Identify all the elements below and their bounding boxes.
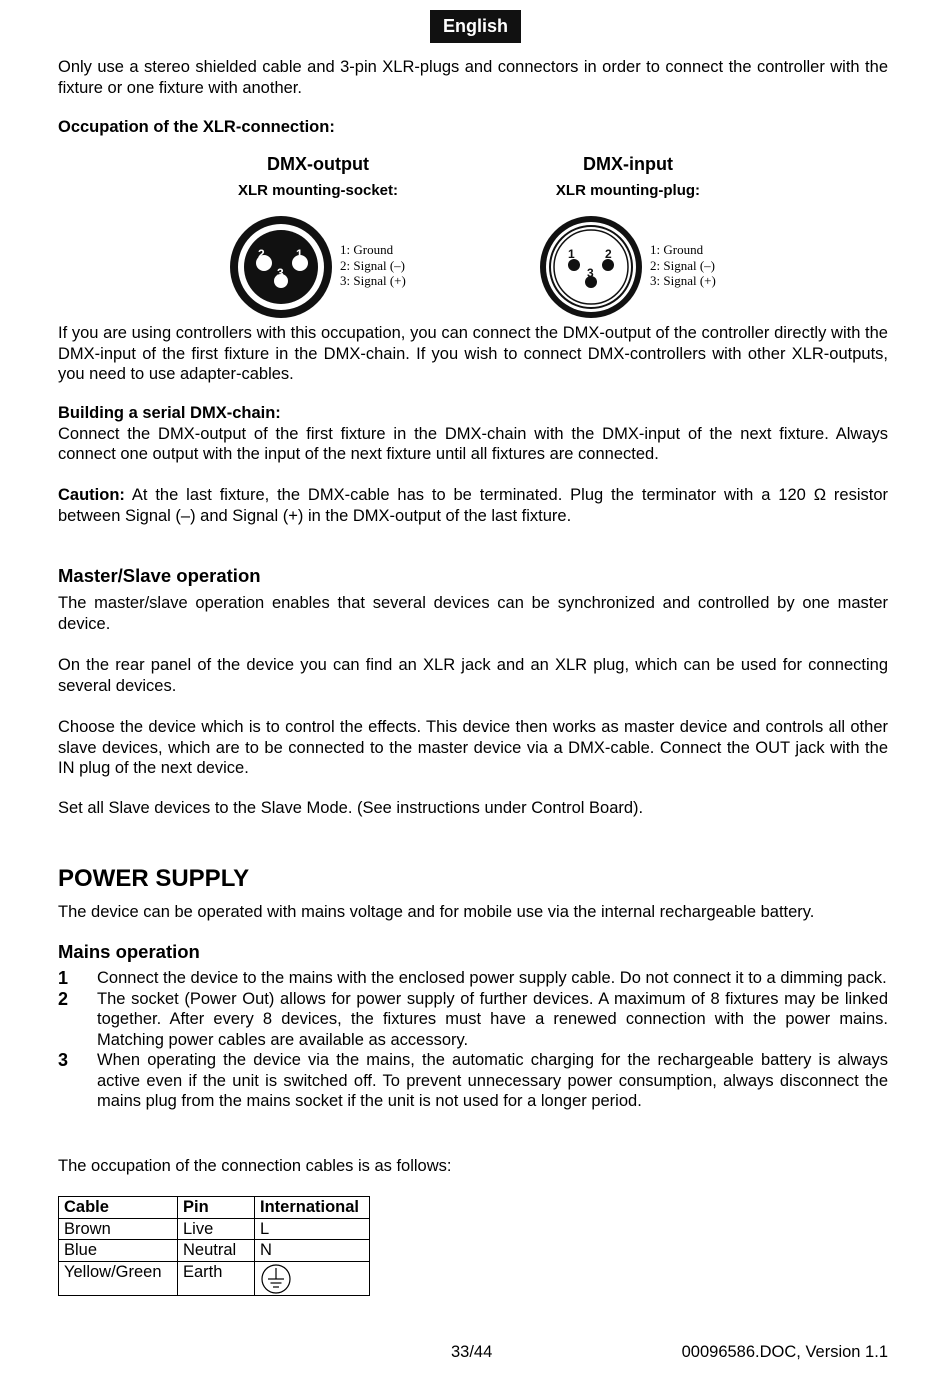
table-cell: Earth — [178, 1261, 255, 1295]
xlr-input-legend — [650, 242, 716, 289]
table-cell — [255, 1261, 370, 1295]
table-header-cell: Pin — [178, 1197, 255, 1219]
xlr-socket-icon — [228, 214, 334, 320]
legend-line: 1: Ground — [340, 242, 394, 257]
legend-line: 3: Signal (+) — [340, 273, 406, 288]
power-supply-heading: POWER SUPPLY — [58, 865, 250, 892]
step-text: When operating the device via the mains, the automatic charging for the rechargeable battery is always active even if the unit is switched off. To prevent unnecessary power consumption, always disconnect the mains plug from the mains socket if the unit is not used for a longer period. — [97, 1051, 888, 1110]
legend-line: 3: Signal (+) — [650, 273, 716, 288]
serial-chain-heading: Building a serial DMX-chain: — [58, 404, 281, 422]
mains-steps-list — [58, 968, 888, 1112]
step-number: 3 — [58, 1050, 69, 1070]
table-header-cell: International — [255, 1197, 370, 1219]
step-text: The socket (Power Out) allows for power supply of further devices. A maximum of 8 fixtures may be linked together. After every 8 devices, the fixtures must have a renewed connection with the power mains. Matching power cables are available as accessory. — [97, 989, 888, 1049]
step-number: 1 — [58, 968, 69, 988]
legend-line: 2: Signal (–) — [650, 257, 715, 273]
table-cell: Brown — [59, 1218, 178, 1240]
list-item — [58, 1050, 888, 1112]
table-row — [59, 1240, 370, 1262]
master-slave-heading: Master/Slave operation — [58, 565, 261, 586]
mains-operation-heading: Mains operation — [58, 941, 200, 962]
table-cell: N — [255, 1240, 370, 1262]
document-id: 00096586.DOC, Version 1.1 — [681, 1343, 888, 1361]
master-slave-p2: On the rear panel of the device you can find an XLR jack and an XLR plug, which can be used for connecting several devices. — [58, 656, 888, 695]
intro-paragraph: Only use a stereo shielded cable and 3-pin XLR-plugs and connectors in order to connect the controller with the fixture or one fixture with another. — [58, 58, 888, 97]
socket-pin-label: 3 — [277, 266, 284, 280]
xlr-output-subtitle: XLR mounting-socket: — [238, 182, 398, 199]
socket-pin-label: 2 — [258, 247, 265, 261]
legend-line: 2: Signal (–) — [340, 257, 405, 273]
language-badge: English — [430, 10, 521, 43]
table-row — [59, 1218, 370, 1240]
table-header-row — [59, 1197, 370, 1219]
table-cell: L — [255, 1218, 370, 1240]
xlr-output-header — [218, 153, 418, 201]
plug-pin-label: 1 — [568, 247, 575, 261]
serial-chain-text: Connect the DMX-output of the first fixture in the DMX-chain with the DMX-input of the next fixture. Always connect one output with the input of the next fixture until all fixtures are connected. — [58, 424, 888, 463]
list-item — [58, 989, 888, 1051]
table-row — [59, 1261, 370, 1295]
cable-occupation-table — [58, 1196, 370, 1296]
occupation-heading: Occupation of the XLR-connection: — [58, 118, 335, 136]
list-item — [58, 968, 888, 989]
table-cell: Blue — [59, 1240, 178, 1262]
step-number: 2 — [58, 988, 69, 1009]
xlr-input-subtitle: XLR mounting-plug: — [555, 182, 701, 199]
plug-pin-label: 3 — [587, 266, 594, 280]
caution-paragraph — [58, 485, 888, 526]
earth-ground-icon — [260, 1263, 292, 1295]
master-slave-p3: Choose the device which is to control the effects. This device then works as master device and controls all other slave devices, which are to be connected to the master device via a DMX-cable. Connect the OUT jack with the IN plug of the next device. — [58, 718, 888, 777]
power-supply-text: The device can be operated with mains voltage and for mobile use via the internal rechargeable battery. — [58, 903, 815, 921]
master-slave-p4: Set all Slave devices to the Slave Mode. (See instructions under Control Board). — [58, 799, 644, 817]
xlr-output-legend — [340, 242, 406, 289]
xlr-output-title: DMX-output — [267, 154, 369, 174]
xlr-input-header — [528, 153, 728, 201]
xlr-input-title: DMX-input — [583, 154, 673, 174]
legend-line: 1: Ground — [650, 242, 704, 257]
step-text: Connect the device to the mains with the enclosed power supply cable. Do not connect it to a dimming pack. — [97, 969, 887, 987]
caution-label: Caution: — [58, 486, 125, 504]
plug-pin-label: 2 — [605, 247, 612, 261]
table-cell: Live — [178, 1218, 255, 1240]
xlr-plug-icon — [538, 214, 644, 320]
table-cell: Yellow/Green — [59, 1261, 178, 1295]
socket-pin-label: 1 — [296, 247, 303, 261]
table-header-cell: Cable — [59, 1197, 178, 1219]
cables-intro: The occupation of the connection cables is as follows: — [58, 1157, 452, 1175]
page-number: 33/44 — [451, 1343, 493, 1361]
serial-chain-section — [58, 403, 888, 465]
table-cell: Neutral — [178, 1240, 255, 1262]
master-slave-p1: The master/slave operation enables that several devices can be synchronized and controlled by one master device. — [58, 594, 888, 633]
occupation-paragraph: If you are using controllers with this occupation, you can connect the DMX-output of the controller directly with the DMX-input of the first fixture in the DMX-chain. If you wish to connect DMX-controllers with other XLR-outputs, you need to use adapter-cables. — [58, 324, 888, 383]
caution-text: At the last fixture, the DMX-cable has to be terminated. Plug the terminator with a 120 Ω resistor between Signal (–) and Signal (+) in the DMX-output of the last fixture. — [58, 486, 888, 525]
